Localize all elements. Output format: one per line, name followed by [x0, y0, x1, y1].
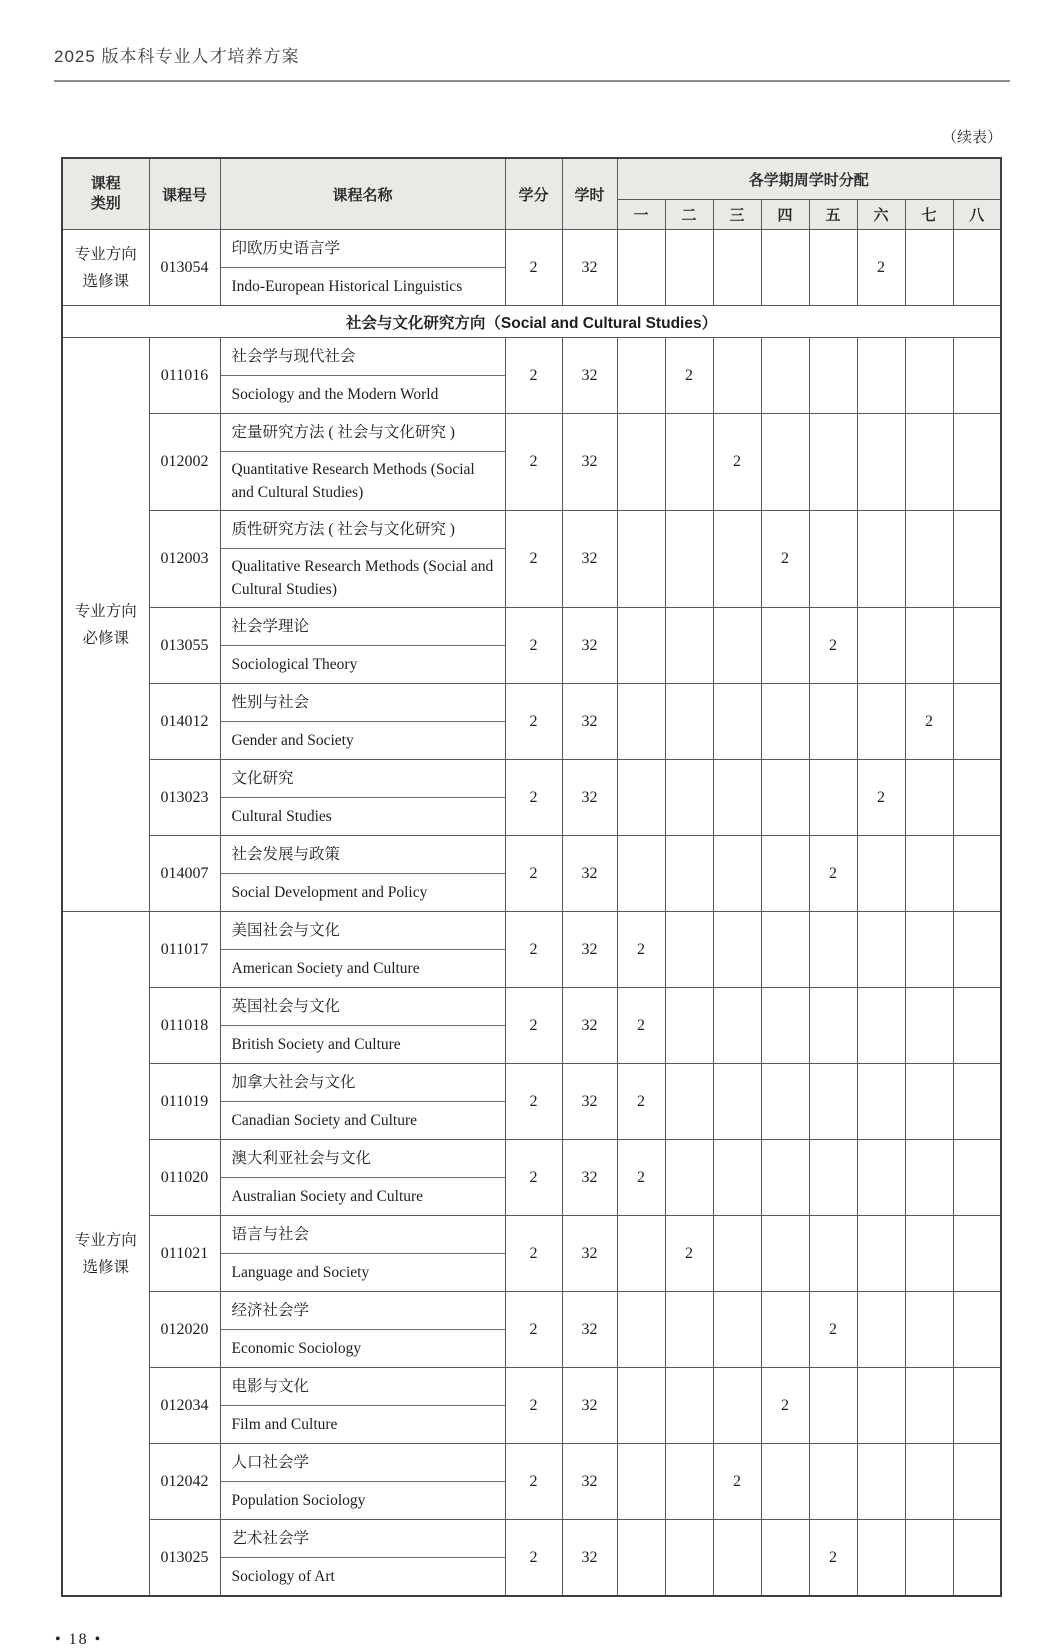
- course-name-zh-cell: 英国社会与文化: [220, 988, 505, 1026]
- semester-hours-cell: [809, 1368, 857, 1444]
- course-no-cell: 012003: [149, 511, 220, 608]
- semester-hours-cell: [809, 1216, 857, 1292]
- credits-cell: 2: [505, 511, 562, 608]
- semester-hours-cell: 2: [857, 760, 905, 836]
- semester-hours-cell: [905, 608, 953, 684]
- semester-hours-cell: [857, 912, 905, 988]
- semester-hours-cell: [953, 1216, 1001, 1292]
- hours-cell: 32: [562, 1216, 617, 1292]
- credits-cell: 2: [505, 1292, 562, 1368]
- category-label-line: 选修课: [82, 1258, 129, 1276]
- semester-hours-cell: [953, 760, 1001, 836]
- header-divider: [54, 80, 1010, 82]
- category-label-line: 必修课: [82, 629, 129, 647]
- semester-hours-cell: [953, 1368, 1001, 1444]
- hours-cell: 32: [562, 1444, 617, 1520]
- col-header-semester-1: 一: [617, 200, 665, 230]
- credits-cell: 2: [505, 1216, 562, 1292]
- course-name-en-cell: Language and Society: [220, 1254, 505, 1292]
- course-no-cell: 011016: [149, 338, 220, 414]
- semester-hours-cell: [665, 414, 713, 511]
- semester-hours-cell: [665, 1140, 713, 1216]
- course-no-cell: 013054: [149, 230, 220, 306]
- course-name-en-cell: Economic Sociology: [220, 1330, 505, 1368]
- semester-hours-cell: [857, 338, 905, 414]
- semester-hours-cell: [713, 1520, 761, 1597]
- col-header-hours: 学时: [562, 158, 617, 230]
- semester-hours-cell: [761, 684, 809, 760]
- semester-hours-cell: [857, 1140, 905, 1216]
- semester-hours-cell: [665, 1064, 713, 1140]
- hours-cell: 32: [562, 1064, 617, 1140]
- course-no-cell: 013023: [149, 760, 220, 836]
- section-row: [62, 306, 1001, 338]
- semester-hours-cell: [761, 1140, 809, 1216]
- semester-hours-cell: [713, 608, 761, 684]
- semester-hours-cell: 2: [905, 684, 953, 760]
- semester-hours-cell: [617, 1216, 665, 1292]
- semester-hours-cell: [857, 608, 905, 684]
- course-name-en-cell: Cultural Studies: [220, 798, 505, 836]
- semester-hours-cell: [857, 836, 905, 912]
- semester-hours-cell: [713, 912, 761, 988]
- semester-hours-cell: [713, 1140, 761, 1216]
- semester-hours-cell: [761, 230, 809, 306]
- semester-hours-cell: [809, 988, 857, 1064]
- semester-hours-cell: [809, 1444, 857, 1520]
- course-name-en-cell: Sociology and the Modern World: [220, 376, 505, 414]
- credits-cell: 2: [505, 414, 562, 511]
- semester-hours-cell: [665, 1520, 713, 1597]
- course-no-cell: 012020: [149, 1292, 220, 1368]
- curriculum-table-body: [62, 230, 1001, 1597]
- semester-hours-cell: [905, 1140, 953, 1216]
- course-name-en-cell: Film and Culture: [220, 1406, 505, 1444]
- col-header-semester-7: 七: [905, 200, 953, 230]
- course-name-en-cell: Sociological Theory: [220, 646, 505, 684]
- semester-hours-cell: [857, 1520, 905, 1597]
- semester-hours-cell: [761, 1444, 809, 1520]
- hours-cell: 32: [562, 1520, 617, 1597]
- course-name-zh-cell: 文化研究: [220, 760, 505, 798]
- semester-hours-cell: [905, 1368, 953, 1444]
- semester-hours-cell: 2: [617, 912, 665, 988]
- semester-hours-cell: 2: [809, 608, 857, 684]
- semester-hours-cell: [665, 988, 713, 1064]
- semester-hours-cell: [905, 511, 953, 608]
- semester-hours-cell: [665, 230, 713, 306]
- semester-hours-cell: [809, 414, 857, 511]
- semester-hours-cell: [761, 760, 809, 836]
- col-header-semester-8: 八: [953, 200, 1001, 230]
- course-row: [62, 414, 1001, 452]
- credits-cell: 2: [505, 684, 562, 760]
- credits-cell: 2: [505, 1140, 562, 1216]
- credits-cell: 2: [505, 608, 562, 684]
- semester-hours-cell: [809, 230, 857, 306]
- col-header-semester-5: 五: [809, 200, 857, 230]
- semester-hours-cell: [665, 684, 713, 760]
- semester-hours-cell: [617, 511, 665, 608]
- course-no-cell: 012034: [149, 1368, 220, 1444]
- semester-hours-cell: [905, 836, 953, 912]
- semester-hours-cell: [761, 1292, 809, 1368]
- course-no-cell: 011021: [149, 1216, 220, 1292]
- semester-hours-cell: [713, 511, 761, 608]
- course-no-cell: 011020: [149, 1140, 220, 1216]
- course-name-zh-cell: 社会发展与政策: [220, 836, 505, 874]
- course-no-cell: 012002: [149, 414, 220, 511]
- course-row: [62, 1444, 1001, 1482]
- semester-hours-cell: [617, 1292, 665, 1368]
- hours-cell: 32: [562, 684, 617, 760]
- semester-hours-cell: [857, 988, 905, 1064]
- course-name-en-cell: Sociology of Art: [220, 1558, 505, 1597]
- semester-hours-cell: [617, 1444, 665, 1520]
- course-no-cell: 011019: [149, 1064, 220, 1140]
- semester-hours-cell: [905, 1444, 953, 1520]
- semester-hours-cell: [617, 760, 665, 836]
- col-header-semester-2: 二: [665, 200, 713, 230]
- course-row: [62, 1216, 1001, 1254]
- course-no-cell: 011017: [149, 912, 220, 988]
- course-row: [62, 1520, 1001, 1558]
- course-row: [62, 836, 1001, 874]
- hours-cell: 32: [562, 836, 617, 912]
- category-cell: [62, 230, 149, 306]
- hours-cell: 32: [562, 912, 617, 988]
- course-row: [62, 338, 1001, 376]
- doc-header-title: 2025 版本科专业人才培养方案: [54, 47, 300, 66]
- page-number: • 18 •: [55, 1631, 103, 1648]
- semester-hours-cell: [761, 1520, 809, 1597]
- credits-cell: 2: [505, 230, 562, 306]
- semester-hours-cell: [905, 988, 953, 1064]
- col-header-category: [62, 158, 149, 230]
- semester-hours-cell: [953, 1064, 1001, 1140]
- col-header-semester-3: 三: [713, 200, 761, 230]
- course-name-en-cell: Social Development and Policy: [220, 874, 505, 912]
- course-row: [62, 760, 1001, 798]
- hours-cell: 32: [562, 988, 617, 1064]
- col-header-course-name: 课程名称: [220, 158, 505, 230]
- category-label-line: 选修课: [82, 272, 129, 290]
- course-name-en-cell: Quantitative Research Methods (Social and Cultural Studies): [220, 452, 505, 511]
- semester-hours-cell: [617, 230, 665, 306]
- semester-hours-cell: [809, 760, 857, 836]
- semester-hours-cell: [953, 1520, 1001, 1597]
- course-name-zh-cell: 社会学与现代社会: [220, 338, 505, 376]
- course-name-en-cell: American Society and Culture: [220, 950, 505, 988]
- semester-hours-cell: [617, 1368, 665, 1444]
- hours-cell: 32: [562, 1368, 617, 1444]
- semester-hours-cell: [761, 912, 809, 988]
- semester-hours-cell: [617, 1520, 665, 1597]
- category-label-line: 专业方向: [74, 1231, 137, 1249]
- hours-cell: 32: [562, 760, 617, 836]
- col-header-semester-group: 各学期周学时分配: [617, 158, 1001, 200]
- course-no-cell: 014007: [149, 836, 220, 912]
- course-no-cell: 012042: [149, 1444, 220, 1520]
- semester-hours-cell: 2: [761, 1368, 809, 1444]
- table-header: [62, 158, 1001, 230]
- semester-hours-cell: 2: [761, 511, 809, 608]
- semester-hours-cell: [713, 338, 761, 414]
- semester-hours-cell: [761, 988, 809, 1064]
- semester-hours-cell: [857, 1216, 905, 1292]
- semester-hours-cell: [953, 608, 1001, 684]
- semester-hours-cell: [953, 684, 1001, 760]
- semester-hours-cell: [905, 230, 953, 306]
- semester-hours-cell: [905, 1292, 953, 1368]
- continued-table-note: （续表）: [941, 130, 1002, 146]
- course-row: [62, 988, 1001, 1026]
- semester-hours-cell: [857, 684, 905, 760]
- semester-hours-cell: [953, 1140, 1001, 1216]
- semester-hours-cell: [953, 836, 1001, 912]
- course-name-en-cell: Qualitative Research Methods (Social and Cultural Studies): [220, 549, 505, 608]
- course-name-zh-cell: 质性研究方法 ( 社会与文化研究 ): [220, 511, 505, 549]
- col-header-semester-6: 六: [857, 200, 905, 230]
- semester-hours-cell: [713, 230, 761, 306]
- course-name-zh-cell: 澳大利亚社会与文化: [220, 1140, 505, 1178]
- course-row: [62, 230, 1001, 268]
- course-no-cell: 011018: [149, 988, 220, 1064]
- col-header-credits: 学分: [505, 158, 562, 230]
- col-header-category-line2: 类别: [90, 195, 121, 212]
- course-row: [62, 1292, 1001, 1330]
- semester-hours-cell: [953, 338, 1001, 414]
- semester-hours-cell: [809, 684, 857, 760]
- course-name-zh-cell: 印欧历史语言学: [220, 230, 505, 268]
- semester-hours-cell: [905, 1064, 953, 1140]
- semester-hours-cell: 2: [857, 230, 905, 306]
- semester-hours-cell: [713, 836, 761, 912]
- semester-hours-cell: [761, 608, 809, 684]
- semester-hours-cell: 2: [665, 1216, 713, 1292]
- semester-hours-cell: [617, 338, 665, 414]
- course-name-en-cell: Gender and Society: [220, 722, 505, 760]
- semester-hours-cell: [713, 1216, 761, 1292]
- credits-cell: 2: [505, 836, 562, 912]
- credits-cell: 2: [505, 1368, 562, 1444]
- course-name-zh-cell: 艺术社会学: [220, 1520, 505, 1558]
- semester-hours-cell: [761, 414, 809, 511]
- semester-hours-cell: [857, 414, 905, 511]
- course-name-zh-cell: 电影与文化: [220, 1368, 505, 1406]
- course-name-en-cell: Population Sociology: [220, 1482, 505, 1520]
- semester-hours-cell: [857, 1444, 905, 1520]
- semester-hours-cell: [713, 1292, 761, 1368]
- credits-cell: 2: [505, 1444, 562, 1520]
- course-name-zh-cell: 定量研究方法 ( 社会与文化研究 ): [220, 414, 505, 452]
- category-label-line: 专业方向: [74, 602, 137, 620]
- semester-hours-cell: [665, 912, 713, 988]
- course-name-en-cell: Indo-European Historical Linguistics: [220, 268, 505, 306]
- credits-cell: 2: [505, 338, 562, 414]
- semester-hours-cell: [713, 1368, 761, 1444]
- semester-hours-cell: [713, 988, 761, 1064]
- semester-hours-cell: [905, 1520, 953, 1597]
- col-header-semester-4: 四: [761, 200, 809, 230]
- course-name-zh-cell: 美国社会与文化: [220, 912, 505, 950]
- semester-hours-cell: [905, 414, 953, 511]
- course-no-cell: 013055: [149, 608, 220, 684]
- credits-cell: 2: [505, 912, 562, 988]
- semester-hours-cell: [665, 1368, 713, 1444]
- credits-cell: 2: [505, 1064, 562, 1140]
- semester-hours-cell: [953, 511, 1001, 608]
- course-name-zh-cell: 性别与社会: [220, 684, 505, 722]
- semester-hours-cell: [905, 760, 953, 836]
- section-title: 社会与文化研究方向（Social and Cultural Studies）: [62, 306, 1001, 338]
- semester-hours-cell: [809, 912, 857, 988]
- semester-hours-cell: [905, 1216, 953, 1292]
- semester-hours-cell: [713, 1064, 761, 1140]
- semester-hours-cell: [761, 338, 809, 414]
- semester-hours-cell: [665, 760, 713, 836]
- category-label-line: 专业方向: [74, 245, 137, 263]
- semester-hours-cell: [713, 760, 761, 836]
- course-name-zh-cell: 人口社会学: [220, 1444, 505, 1482]
- semester-hours-cell: [665, 836, 713, 912]
- curriculum-table: [61, 157, 1002, 1597]
- semester-hours-cell: 2: [617, 1140, 665, 1216]
- semester-hours-cell: [857, 511, 905, 608]
- hours-cell: 32: [562, 230, 617, 306]
- semester-hours-cell: 2: [809, 1292, 857, 1368]
- semester-hours-cell: [713, 684, 761, 760]
- semester-hours-cell: [953, 988, 1001, 1064]
- semester-hours-cell: [761, 836, 809, 912]
- hours-cell: 32: [562, 608, 617, 684]
- semester-hours-cell: [617, 684, 665, 760]
- credits-cell: 2: [505, 760, 562, 836]
- semester-hours-cell: [665, 1292, 713, 1368]
- semester-hours-cell: [809, 1064, 857, 1140]
- semester-hours-cell: [953, 1292, 1001, 1368]
- credits-cell: 2: [505, 1520, 562, 1597]
- col-header-category-line1: 课程: [90, 175, 121, 192]
- semester-hours-cell: [953, 912, 1001, 988]
- course-no-cell: 013025: [149, 1520, 220, 1597]
- col-header-course-no: 课程号: [149, 158, 220, 230]
- semester-hours-cell: 2: [809, 836, 857, 912]
- semester-hours-cell: [905, 912, 953, 988]
- course-name-zh-cell: 加拿大社会与文化: [220, 1064, 505, 1102]
- semester-hours-cell: 2: [713, 414, 761, 511]
- hours-cell: 32: [562, 511, 617, 608]
- semester-hours-cell: [665, 511, 713, 608]
- course-name-zh-cell: 社会学理论: [220, 608, 505, 646]
- hours-cell: 32: [562, 338, 617, 414]
- semester-hours-cell: [857, 1368, 905, 1444]
- course-row: [62, 1368, 1001, 1406]
- course-name-en-cell: British Society and Culture: [220, 1026, 505, 1064]
- course-row: [62, 511, 1001, 549]
- semester-hours-cell: [617, 836, 665, 912]
- course-row: [62, 1064, 1001, 1102]
- semester-hours-cell: [617, 414, 665, 511]
- course-row: [62, 912, 1001, 950]
- semester-hours-cell: [809, 338, 857, 414]
- semester-hours-cell: [857, 1292, 905, 1368]
- course-row: [62, 684, 1001, 722]
- course-name-en-cell: Australian Society and Culture: [220, 1178, 505, 1216]
- semester-hours-cell: [665, 608, 713, 684]
- hours-cell: 32: [562, 1140, 617, 1216]
- category-cell: [62, 338, 149, 912]
- course-name-zh-cell: 经济社会学: [220, 1292, 505, 1330]
- semester-hours-cell: [617, 608, 665, 684]
- course-row: [62, 1140, 1001, 1178]
- hours-cell: 32: [562, 1292, 617, 1368]
- course-row: [62, 608, 1001, 646]
- hours-cell: 32: [562, 414, 617, 511]
- semester-hours-cell: 2: [617, 1064, 665, 1140]
- semester-hours-cell: [953, 414, 1001, 511]
- credits-cell: 2: [505, 988, 562, 1064]
- semester-hours-cell: 2: [713, 1444, 761, 1520]
- category-cell: [62, 912, 149, 1597]
- semester-hours-cell: [953, 1444, 1001, 1520]
- semester-hours-cell: [761, 1064, 809, 1140]
- semester-hours-cell: [665, 1444, 713, 1520]
- semester-hours-cell: [953, 230, 1001, 306]
- table-area: [61, 126, 1002, 1597]
- semester-hours-cell: [761, 1216, 809, 1292]
- semester-hours-cell: [905, 338, 953, 414]
- course-name-en-cell: Canadian Society and Culture: [220, 1102, 505, 1140]
- semester-hours-cell: [857, 1064, 905, 1140]
- semester-hours-cell: 2: [665, 338, 713, 414]
- semester-hours-cell: 2: [617, 988, 665, 1064]
- course-name-zh-cell: 语言与社会: [220, 1216, 505, 1254]
- course-no-cell: 014012: [149, 684, 220, 760]
- semester-hours-cell: 2: [809, 1520, 857, 1597]
- semester-hours-cell: [809, 511, 857, 608]
- semester-hours-cell: [809, 1140, 857, 1216]
